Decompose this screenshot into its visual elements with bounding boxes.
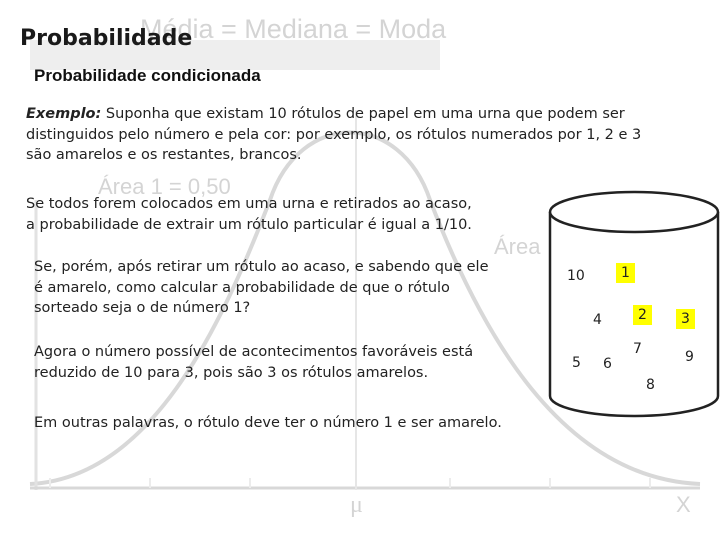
urn-label: 7 bbox=[628, 339, 647, 359]
example-line-1-text: Suponha que existam 10 rótulos de papel em uma urna que podem ser bbox=[101, 106, 625, 122]
paragraph-example bbox=[26, 104, 641, 166]
urn-label: 5 bbox=[567, 353, 586, 373]
paragraph-reduced-space bbox=[34, 342, 473, 383]
background-area-label-left: Área 1 = 0,50 bbox=[98, 174, 231, 199]
paragraph-question-line-3: sorteado seja o de número 1? bbox=[34, 300, 251, 316]
urn-illustration bbox=[548, 190, 720, 420]
paragraph-reduced-space-line-2: reduzido de 10 para 3, pois são 3 os rótulos amarelos. bbox=[34, 364, 429, 381]
urn-label: 1 bbox=[616, 263, 635, 283]
background-area-label-right: Área bbox=[494, 234, 541, 259]
urn-label: 3 bbox=[676, 309, 695, 329]
urn-label: 10 bbox=[562, 266, 590, 286]
slide-title: Probabilidade bbox=[20, 26, 193, 51]
paragraph-question-line-2: é amarelo, como calcular a probabilidade de que o rótulo bbox=[34, 279, 450, 296]
urn-label: 2 bbox=[633, 305, 652, 325]
background-axis-x: X bbox=[676, 492, 691, 517]
urn-label: 6 bbox=[598, 354, 617, 374]
slide-subtitle: Probabilidade condicionada bbox=[34, 66, 261, 85]
paragraph-question-line-1: Se, porém, após retirar um rótulo ao acaso, e sabendo que ele bbox=[34, 259, 489, 275]
paragraph-conclusion bbox=[34, 413, 502, 434]
urn-label: 8 bbox=[641, 375, 660, 395]
paragraph-conclusion-line-1: Em outras palavras, o rótulo deve ter o número 1 e ser amarelo. bbox=[34, 415, 502, 431]
example-lead: Exemplo: bbox=[26, 106, 102, 122]
urn-label: 9 bbox=[680, 347, 699, 367]
paragraph-question bbox=[34, 257, 488, 319]
paragraph-random-draw bbox=[26, 194, 472, 235]
background-axis-mu: μ bbox=[350, 492, 363, 518]
paragraph-random-draw-line-1: Se todos forem colocados em uma urna e retirados ao acaso, bbox=[26, 196, 472, 212]
paragraph-random-draw-line-2: a probabilidade de extrair um rótulo particular é igual a 1/10. bbox=[26, 216, 472, 233]
urn-label: 4 bbox=[588, 310, 607, 330]
background-headline: Média = Mediana = Moda bbox=[140, 14, 447, 44]
paragraph-example-line-2: distinguidos pelo número e pela cor: por exemplo, os rótulos numerados por 1, 2 e 3 bbox=[26, 126, 642, 143]
paragraph-reduced-space-line-1: Agora o número possível de acontecimentos favoráveis está bbox=[34, 344, 474, 360]
paragraph-example-line-3: são amarelos e os restantes, brancos. bbox=[26, 147, 302, 163]
paragraph-example-line-1 bbox=[26, 104, 641, 125]
